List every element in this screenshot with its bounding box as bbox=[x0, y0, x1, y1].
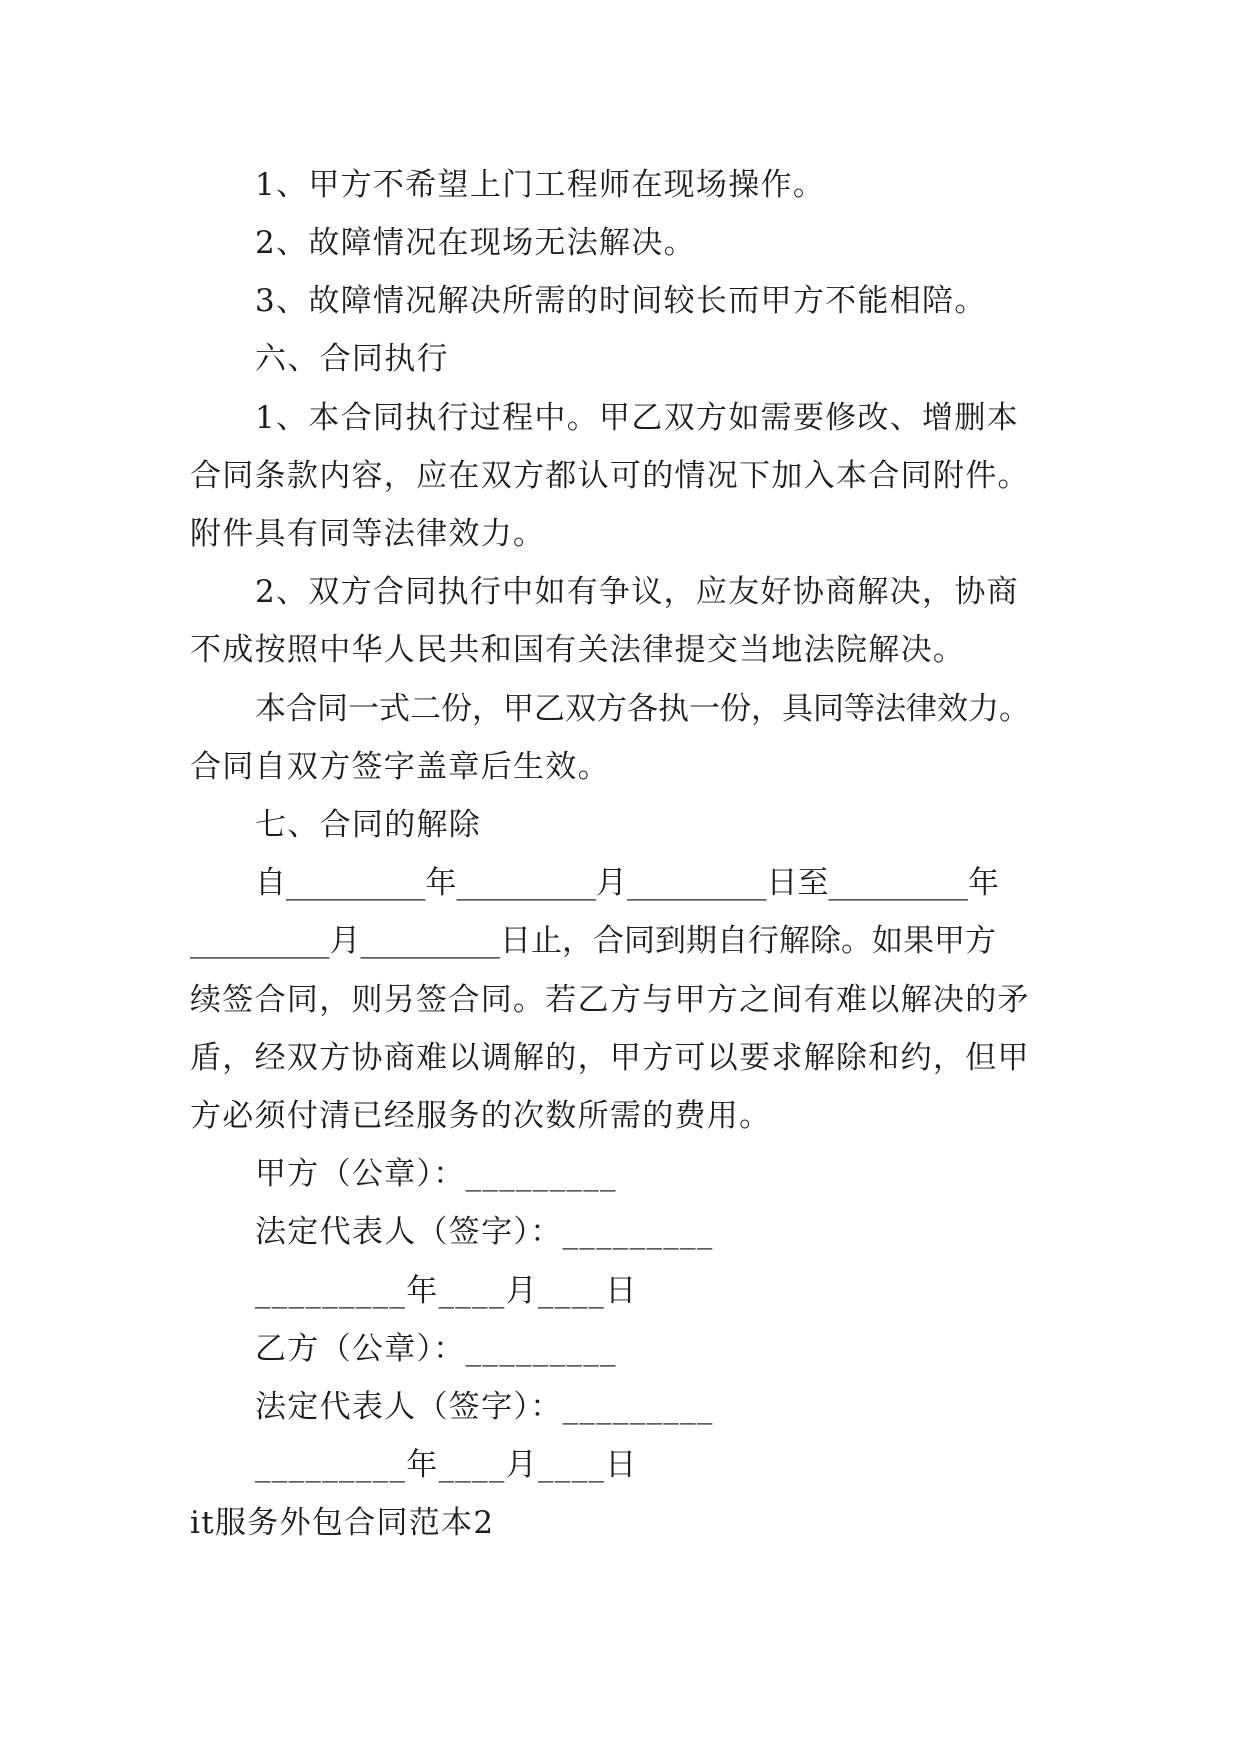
party-b-representative-field: 法定代表人（签字）：_________ bbox=[255, 1389, 714, 1425]
party-a-representative-field: 法定代表人（签字）：_________ bbox=[255, 1214, 714, 1250]
section-heading-contract-execution: 六、合同执行 bbox=[255, 341, 449, 377]
copies-statement-line-2: 合同自双方签字盖章后生效。 bbox=[190, 749, 610, 785]
termination-line-3: 续签合同，则另签合同。若乙方与甲方之间有难以解决的矛 bbox=[190, 982, 1030, 1018]
clause-five-item-2: 2、故障情况在现场无法解决。 bbox=[255, 225, 696, 261]
termination-line-4: 盾，经双方协商难以调解的，甲方可以要求解除和约，但甲 bbox=[190, 1040, 1030, 1076]
clause-six-item-1-line-3: 附件具有同等法律效力。 bbox=[190, 516, 546, 552]
copies-statement-line-1: 本合同一式二份，甲乙双方各执一份，具同等法律效力。 bbox=[255, 691, 1030, 727]
termination-line-5: 方必须付清已经服务的次数所需的费用。 bbox=[190, 1098, 772, 1134]
clause-six-item-1-line-2: 合同条款内容，应在双方都认可的情况下加入本合同附件。 bbox=[190, 458, 1030, 494]
party-b-date-field: _________年____月____日 bbox=[255, 1447, 638, 1483]
clause-six-item-2-line-2: 不成按照中华人民共和国有关法律提交当地法院解决。 bbox=[190, 632, 966, 668]
party-a-seal-field: 甲方（公章）：_________ bbox=[255, 1156, 617, 1192]
clause-five-item-1: 1、甲方不希望上门工程师在现场操作。 bbox=[255, 167, 826, 203]
termination-line-2: _________月_________日止，合同到期自行解除。如果甲方 bbox=[190, 923, 996, 959]
next-template-title: it服务外包合同范本2 bbox=[190, 1505, 495, 1541]
party-a-date-field: _________年____月____日 bbox=[255, 1273, 638, 1309]
clause-five-item-3: 3、故障情况解决所需的时间较长而甲方不能相陪。 bbox=[255, 283, 987, 319]
section-heading-termination: 七、合同的解除 bbox=[255, 807, 482, 843]
termination-line-1: 自_________年_________月_________日至_________年 bbox=[255, 865, 999, 901]
clause-six-item-1-line-1: 1、本合同执行过程中。甲乙双方如需要修改、增删本 bbox=[255, 400, 1019, 436]
party-b-seal-field: 乙方（公章）：_________ bbox=[255, 1331, 617, 1367]
clause-six-item-2-line-1: 2、双方合同执行中如有争议，应友好协商解决，协商 bbox=[255, 574, 1019, 610]
